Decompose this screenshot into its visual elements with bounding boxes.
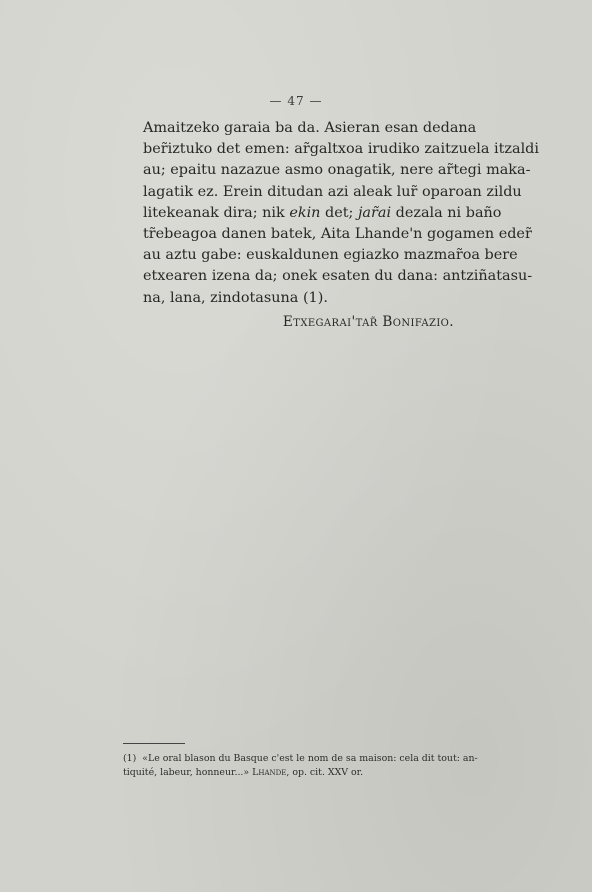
- footnote-author: Lhande: [252, 767, 287, 779]
- footnote: [123, 752, 478, 780]
- text-segment: det;: [320, 204, 358, 221]
- italic-word: jar̃ai: [357, 204, 392, 221]
- footnote-reference: , op. cit. XXV or.: [286, 767, 364, 779]
- footnote-line: [123, 752, 478, 766]
- footnote-divider: [123, 743, 185, 744]
- text-line: tr̃ebeagoa danen batek, Aita Lhande'n gogamen eder̃: [143, 226, 532, 243]
- text-line: au aztu gabe: euskaldunen egiazko mazmar̃oa bere: [143, 247, 518, 264]
- footnote-quote-start: «Le oral blason du Basque c'est le nom de sa maison: cela dit tout: an-: [142, 753, 478, 764]
- footnote-marker: (1): [123, 753, 137, 764]
- italic-word: ekin: [289, 204, 321, 221]
- text-segment: dezala ni baño: [391, 204, 502, 221]
- footnote-quote-end: tiquité, labeur, honneur...»: [123, 767, 250, 779]
- text-line: au; epaitu nazazue asmo onagatik, nere ar̃tegi maka-: [143, 162, 531, 179]
- footnote-line: [123, 766, 475, 780]
- text-line: na, lana, zindotasuna (1).: [143, 289, 328, 306]
- page-number: — 47 —: [269, 94, 323, 108]
- author-signature: [283, 314, 454, 330]
- signature-surname: Etxegarai'tar̃: [282, 314, 378, 330]
- text-segment: litekeanak dira; nik: [143, 204, 290, 221]
- signature-given-name: Bonifazio.: [382, 314, 454, 330]
- body-paragraph: [143, 118, 539, 309]
- text-line: ber̃iztuko det emen: ar̃galtxoa irudiko zaitzuela itzaldi: [143, 141, 539, 158]
- text-line: etxearen izena da; onek esaten du dana: antziñatasu-: [143, 268, 533, 285]
- text-line: [143, 203, 502, 224]
- text-line: lagatik ez. Erein ditudan azi aleak lur̃ oparoan zildu: [143, 183, 522, 200]
- text-line: Amaitzeko garaia ba da. Asieran esan dedana: [143, 120, 477, 136]
